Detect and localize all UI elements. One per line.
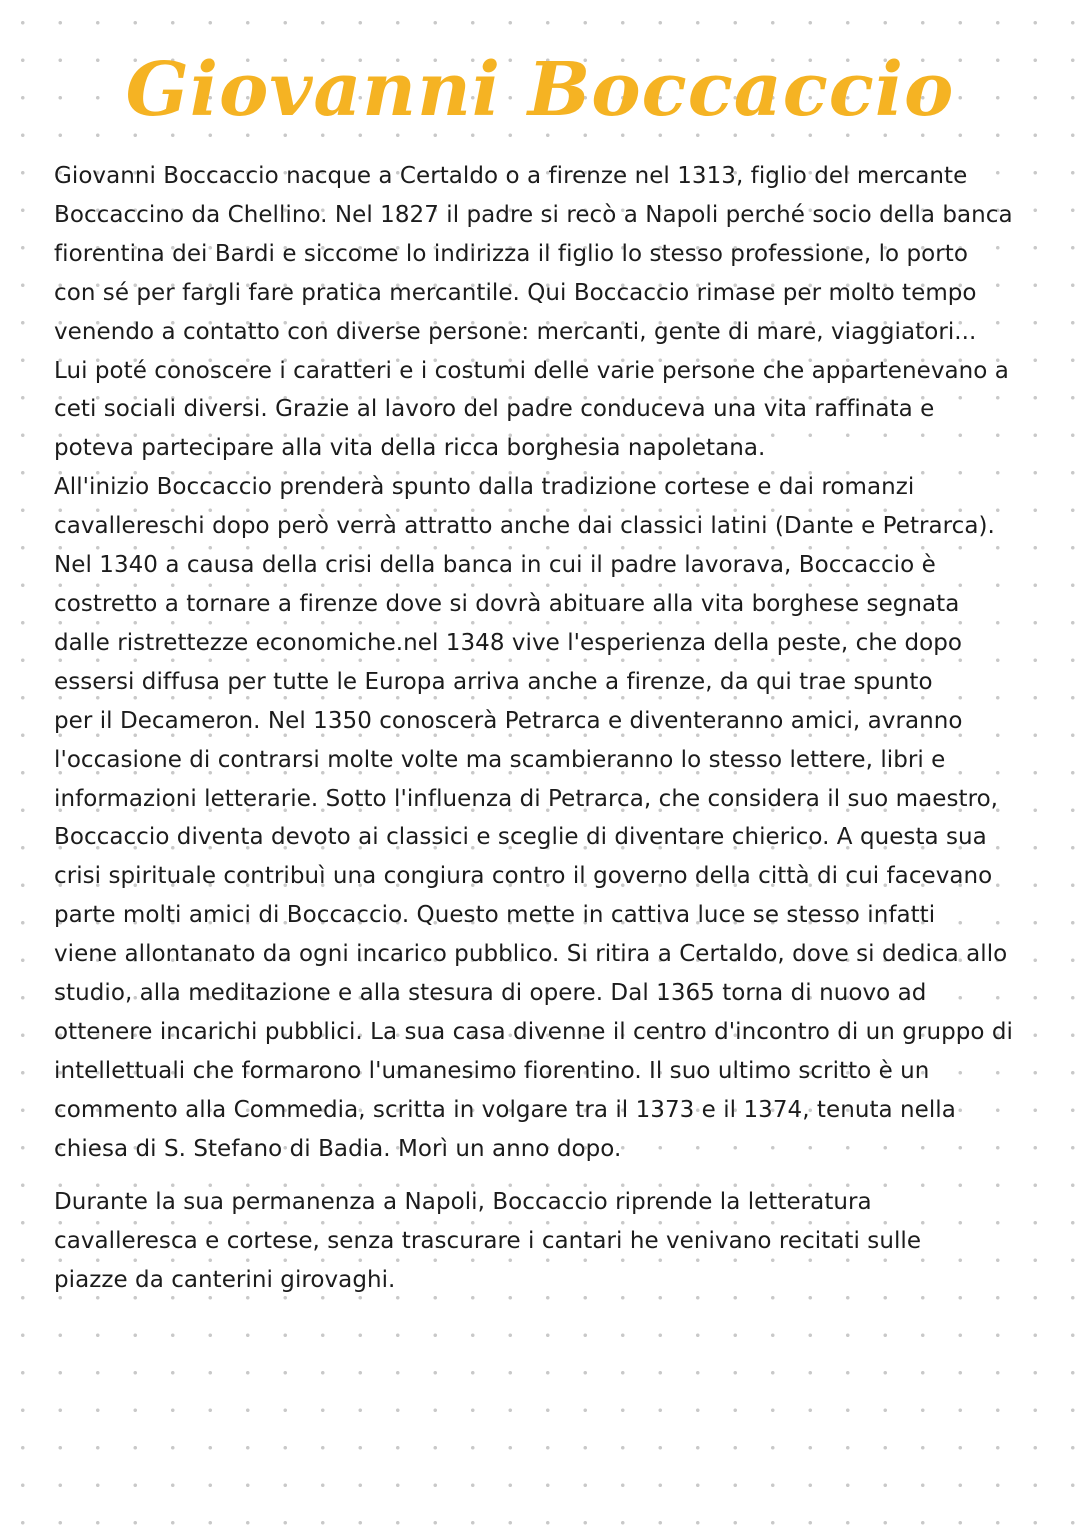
text-line: costretto a tornare a firenze dove si dovrà abituare alla vita borghese segnata [54, 590, 960, 617]
text-line: Durante la sua permanenza a Napoli, Boccaccio riprende la letteratura [54, 1189, 872, 1215]
naples-paragraph [54, 1183, 1044, 1300]
text-line: Giovanni Boccaccio nacque a Certaldo o a firenze nel 1313, figlio del mercante [54, 163, 968, 189]
text-line: l'occasione di contrarsi molte volte ma scambieranno lo stesso lettere, libri e [54, 746, 946, 773]
text-line: essersi diffusa per tutte le Europa arriva anche a firenze, da qui trae spunto [54, 668, 933, 695]
text-line: con sé per fargli fare pratica mercantile. Qui Boccaccio rimase per molto tempo [54, 279, 977, 306]
text-line: per il Decameron. Nel 1350 conoscerà Petrarca e diventeranno amici, avranno [54, 707, 963, 734]
text-line: ceti sociali diversi. Grazie al lavoro del padre conduceva una vita raffinata e [54, 396, 935, 423]
text-line: commento alla Commedia, scritta in volgare tra il 1373 e il 1374, tenuta nella [54, 1096, 956, 1123]
text-line: Boccaccio diventa devoto ai classici e sceglie di diventare chierico. A questa sua [54, 824, 987, 851]
text-line: parte molti amici di Boccaccio. Questo mette in cattiva luce se stesso infatti [54, 902, 936, 929]
text-line: cavalleresca e cortese, senza trascurare i cantari he venivano recitati sulle [54, 1227, 922, 1254]
text-line: informazioni letterarie. Sotto l'influenza di Petrarca, che considera il suo maestro, [54, 785, 999, 812]
text-line: piazze da canterini girovaghi. [54, 1266, 396, 1293]
page-title: Giovanni Boccaccio [125, 47, 955, 133]
text-line: poteva partecipare alla vita della ricca borghesia napoletana. [54, 435, 766, 462]
text-line: crisi spirituale contribuì una congiura contro il governo della città di cui facevano [54, 863, 993, 890]
text-line: chiesa di S. Stefano di Badia. Morì un anno dopo. [54, 1135, 622, 1162]
text-line: Nel 1340 a causa della crisi della banca in cui il padre lavorava, Boccaccio è [54, 552, 936, 579]
text-line: intellettuali che formarono l'umanesimo fiorentino. Il suo ultimo scritto è un [54, 1057, 930, 1084]
text-line: fiorentina dei Bardi e siccome lo indirizza il figlio lo stesso professione, lo porto [54, 240, 968, 267]
biography-paragraph [54, 157, 1044, 1169]
text-line: cavallereschi dopo però verrà attratto anche dai classici latini (Dante e Petrarca). [54, 513, 995, 540]
text-line: viene allontanato da ogni incarico pubblico. Si ritira a Certaldo, dove si dedica allo [54, 941, 1008, 968]
text-line: dalle ristrettezze economiche.nel 1348 vive l'esperienza della peste, che dopo [54, 629, 963, 656]
text-line: studio, alla meditazione e alla stesura di opere. Dal 1365 torna di nuovo ad [54, 980, 927, 1007]
text-line: venendo a contatto con diverse persone: mercanti, gente di mare, viaggiatori... [54, 318, 977, 345]
text-line: All'inizio Boccaccio prenderà spunto dalla tradizione cortese e dai romanzi [54, 474, 915, 501]
text-line: ottenere incarichi pubblici. La sua casa divenne il centro d'incontro di un gruppo di [54, 1018, 1013, 1045]
text-line: Lui poté conoscere i caratteri e i costumi delle varie persone che appartenevano a [54, 357, 1009, 384]
text-line: Boccaccino da Chellino. Nel 1827 il padre si recò a Napoli perché socio della banca [54, 201, 1013, 228]
